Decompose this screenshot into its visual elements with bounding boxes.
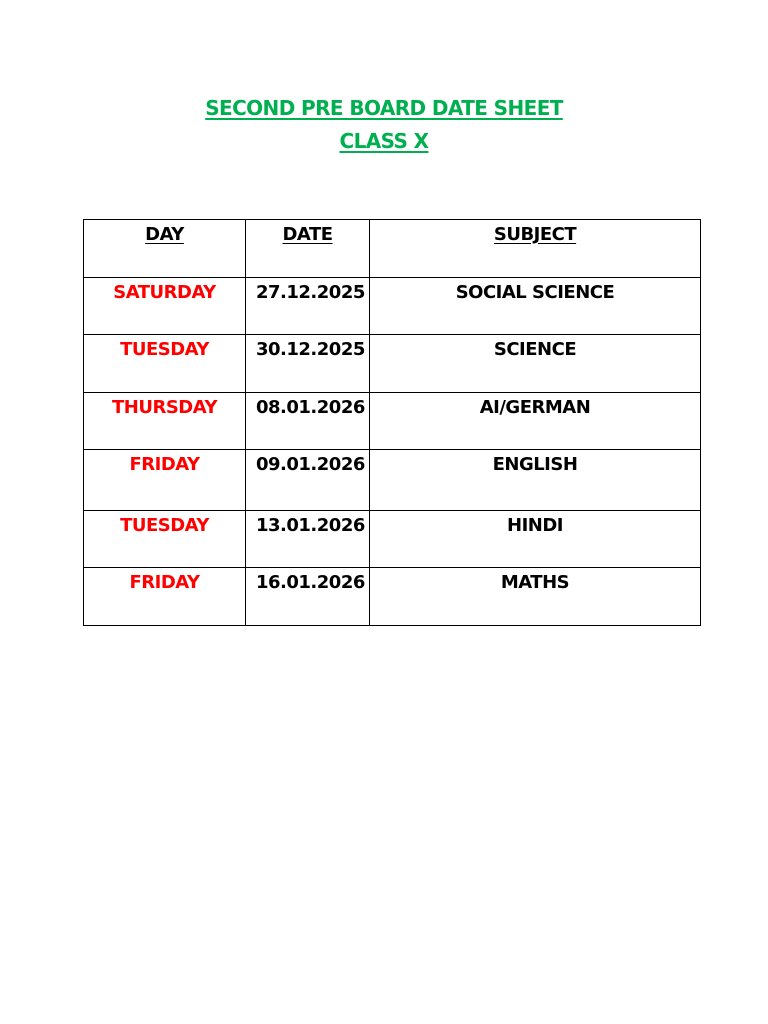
table-row xyxy=(84,511,701,568)
header-subject-cell xyxy=(370,220,701,278)
header-date-cell xyxy=(246,220,370,278)
header-date: DATE xyxy=(282,224,333,245)
subject-cell: ENGLISH xyxy=(370,450,701,511)
table-row xyxy=(84,335,701,393)
day-cell: FRIDAY xyxy=(84,450,246,511)
date-cell: 13.01.2026 xyxy=(246,511,370,568)
header-day: DAY xyxy=(145,224,184,245)
subject-cell: SCIENCE xyxy=(370,335,701,393)
header-day-cell xyxy=(84,220,246,278)
day-cell: FRIDAY xyxy=(84,568,246,626)
table-row xyxy=(84,393,701,450)
date-cell: 16.01.2026 xyxy=(246,568,370,626)
table-header-row xyxy=(84,220,701,278)
subject-cell: MATHS xyxy=(370,568,701,626)
table-row xyxy=(84,278,701,335)
day-cell: TUESDAY xyxy=(84,511,246,568)
date-cell: 09.01.2026 xyxy=(246,450,370,511)
day-cell: SATURDAY xyxy=(84,278,246,335)
header-subject: SUBJECT xyxy=(493,224,577,245)
table-row xyxy=(84,568,701,626)
subject-cell: HINDI xyxy=(370,511,701,568)
day-cell: TUESDAY xyxy=(84,335,246,393)
page-title: SECOND PRE BOARD DATE SHEET xyxy=(205,96,563,120)
subject-cell: AI/GERMAN xyxy=(370,393,701,450)
date-cell: 08.01.2026 xyxy=(246,393,370,450)
subject-cell: SOCIAL SCIENCE xyxy=(370,278,701,335)
date-cell: 30.12.2025 xyxy=(246,335,370,393)
day-cell: THURSDAY xyxy=(84,393,246,450)
date-sheet-table xyxy=(83,219,701,626)
table-row xyxy=(84,450,701,511)
date-cell: 27.12.2025 xyxy=(246,278,370,335)
class-subtitle: CLASS X xyxy=(339,129,429,153)
